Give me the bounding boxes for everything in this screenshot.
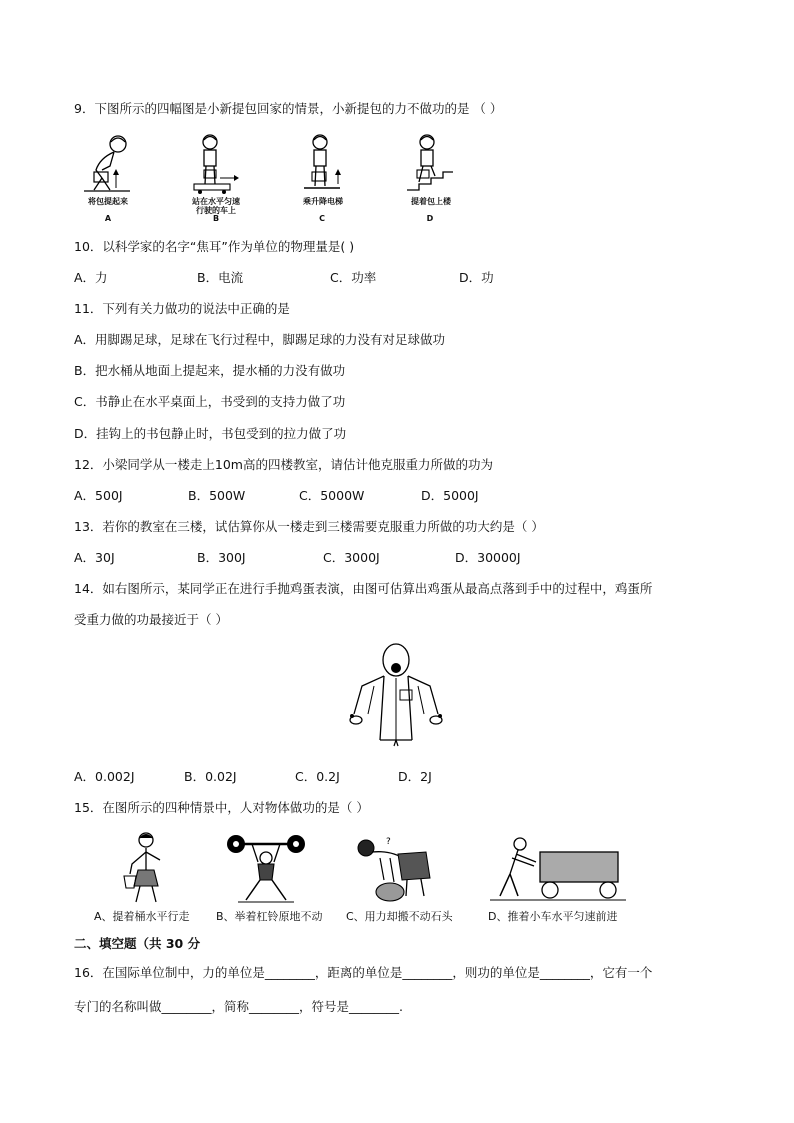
q16-line1: 16．在国际单位制中，力的单位是________，距离的单位是________，则功的单位是________，它有一个	[74, 965, 653, 980]
q11-stem: 11．下列有关力做功的说法中正确的是	[74, 301, 290, 316]
q14-option-a: A．0.002J	[74, 769, 135, 784]
q10-option-d: D．功	[459, 270, 494, 285]
q14-option-b: B．0.02J	[184, 769, 237, 784]
q15-stem: 15．在图所示的四种情景中，人对物体做功的是（ ）	[74, 800, 369, 815]
q9-letter-b: B	[212, 214, 220, 223]
q15-figure-d	[488, 834, 628, 906]
q10-option-b: B．电流	[197, 270, 244, 285]
q15-figure-c	[350, 834, 435, 904]
q9-letter-d: D	[426, 214, 434, 223]
q11-option-d: D．挂钩上的书包静止时，书包受到的拉力做了功	[74, 426, 347, 441]
q9-caption-b-line1: 站在水平匀速	[192, 197, 240, 206]
q15-caption-a: A、提着桶水平行走	[94, 910, 190, 923]
q9-caption-d: 提着包上楼	[411, 197, 451, 206]
q11-option-c: C．书静止在水平桌面上，书受到的支持力做了功	[74, 394, 346, 409]
q10-option-a: A．力	[74, 270, 108, 285]
q13-stem: 13．若你的教室在三楼，试估算你从一楼走到三楼需要克服重力所做的功大约是（ ）	[74, 519, 544, 534]
q14-option-c: C．0.2J	[295, 769, 340, 784]
q9-stem: 9．下图所示的四幅图是小新提包回家的情景，小新提包的力不做功的是 （ ）	[74, 101, 503, 116]
q13-option-d: D．30000J	[455, 550, 521, 565]
svg-text:?: ?	[386, 837, 391, 847]
q9-caption-b-line2: 行驶的车上	[196, 206, 236, 215]
q13-option-b: B．300J	[197, 550, 246, 565]
q14-option-d: D．2J	[398, 769, 432, 784]
q10-option-c: C．功率	[330, 270, 377, 285]
q9-caption-a: 将包提起来	[88, 197, 128, 206]
q12-option-b: B．500W	[188, 488, 246, 503]
q12-option-a: A．500J	[74, 488, 123, 503]
q16-line2: 专门的名称叫做________，简称________，符号是________.	[74, 999, 403, 1014]
q14-stem-line1: 14．如右图所示，某同学正在进行手抛鸡蛋表演，由图可估算出鸡蛋从最高点落到手中的过程中，鸡蛋所	[74, 581, 653, 596]
section-fill-in-title: 二、填空题（共 30 分	[74, 936, 201, 951]
q11-option-a: A．用脚踢足球，足球在飞行过程中，脚踢足球的力没有对足球做功	[74, 332, 446, 347]
q12-stem: 12．小梁同学从一楼走上10m高的四楼教室，请估计他克服重力所做的功为	[74, 457, 493, 472]
q12-option-c: C．5000W	[299, 488, 365, 503]
q15-caption-c: C、用力却搬不动石头	[346, 910, 453, 923]
q10-stem: 10．以科学家的名字“焦耳”作为单位的物理量是( )	[74, 239, 355, 254]
q9-figure-c	[300, 132, 350, 194]
q9-figure-a	[80, 132, 135, 194]
q12-option-d: D．5000J	[421, 488, 479, 503]
q11-option-b: B．把水桶从地面上提起来，提水桶的力没有做功	[74, 363, 346, 378]
q13-option-a: A．30J	[74, 550, 115, 565]
q9-letter-a: A	[104, 214, 112, 223]
q15-caption-d: D、推着小车水平匀速前进	[488, 910, 618, 923]
q14-egg-juggler-figure	[340, 640, 450, 755]
q15-figure-b	[226, 832, 306, 904]
q9-figure-d	[405, 132, 455, 194]
q15-caption-b: B、举着杠铃原地不动	[216, 910, 323, 923]
q13-option-c: C．3000J	[323, 550, 380, 565]
q9-letter-c: C	[319, 214, 325, 223]
q9-figure-b	[190, 132, 240, 194]
q14-stem-line2: 受重力做的功最接近于（ ）	[74, 612, 228, 627]
q15-figure-a	[118, 830, 173, 906]
q9-caption-c: 乘升降电梯	[303, 197, 343, 206]
